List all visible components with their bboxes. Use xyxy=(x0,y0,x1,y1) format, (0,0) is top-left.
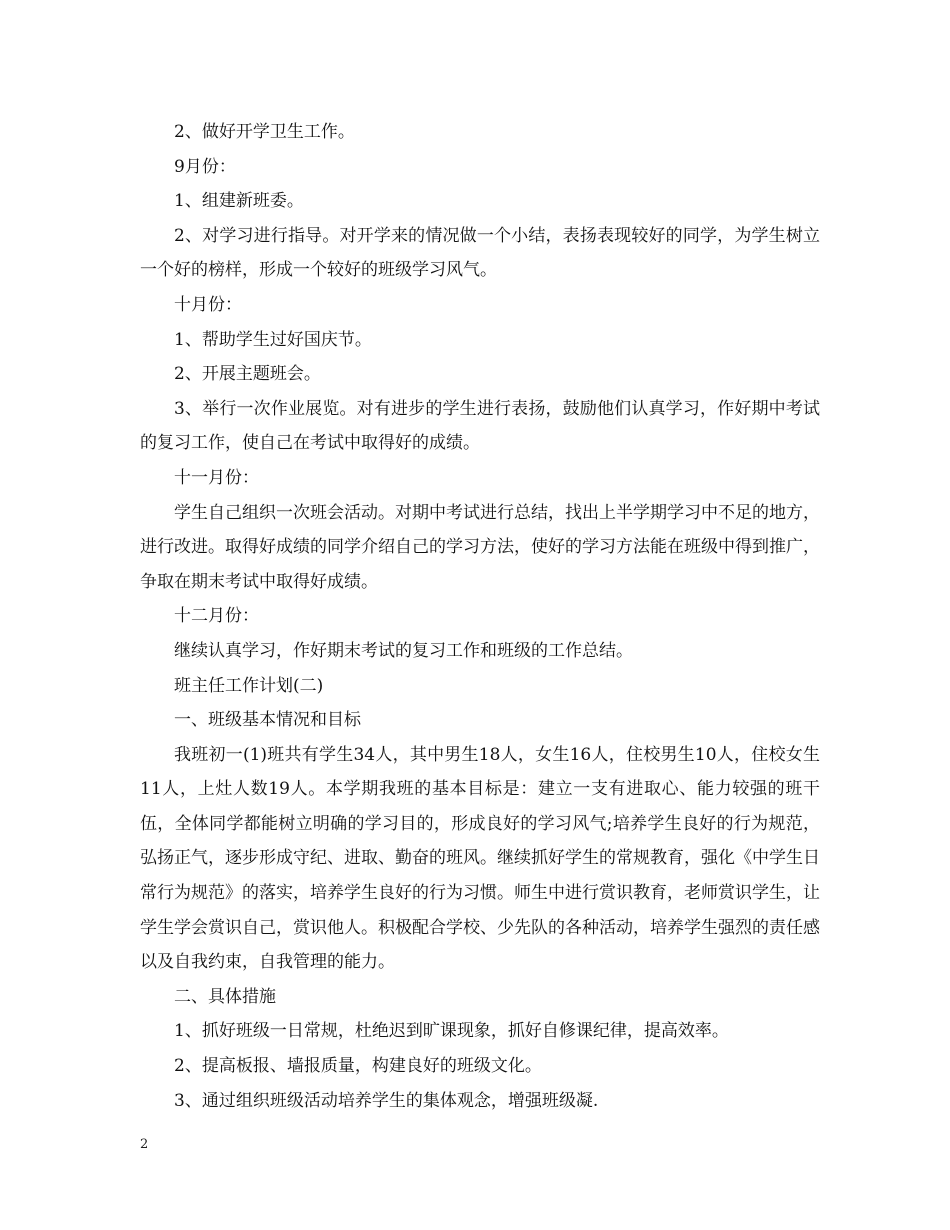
paragraph-7: 2、开展主题班会。 xyxy=(174,364,321,385)
paragraph-9: 十一月份： xyxy=(174,467,259,488)
paragraph-10: 学生自己组织一次班会活动。对期中考试进行总结，找出上半学期学习中不足的地方，进行改进。取得好成绩的同学介绍自己的学习方法，使好的学习方法能在班级中得到推广，争取在期末考试中取得好成绩。 xyxy=(140,502,820,592)
paragraph-14: 一、班级基本情况和目标 xyxy=(174,710,361,731)
paragraph-3: 1、组建新班委。 xyxy=(174,191,304,212)
paragraph-17: 1、抓好班级一日常规，杜绝迟到旷课现象，抓好自修课纪律，提高效率。 xyxy=(174,1021,729,1042)
paragraph-18: 2、提高板报、墙报质量，构建良好的班级文化。 xyxy=(174,1056,542,1077)
paragraph-2: 9月份： xyxy=(174,156,236,177)
paragraph-5: 十月份： xyxy=(174,294,242,315)
page-number: 2 xyxy=(140,1137,149,1152)
paragraph-8: 3、举行一次作业展览。对有进步的学生进行表扬，鼓励他们认真学习，作好期中考试的复习工作，使自己在考试中取得好的成绩。 xyxy=(140,398,820,454)
paragraph-19: 3、通过组织班级活动培养学生的集体观念，增强班级凝. xyxy=(174,1090,599,1111)
paragraph-16: 二、具体措施 xyxy=(174,986,276,1007)
paragraph-13: 班主任工作计划(二) xyxy=(174,675,324,696)
paragraph-11: 十二月份： xyxy=(174,606,259,627)
paragraph-6: 1、帮助学生过好国庆节。 xyxy=(174,329,372,350)
paragraph-15: 我班初一(1)班共有学生34人，其中男生18人，女生16人，住校男生10人，住校女生11人，上灶人数19人。本学期我班的基本目标是：建立一支有进取心、能力较强的班干伍，全体同学都能树立明确的学习目的，形成良好的学习风气;培养学生良好的行为规范，弘扬正气，逐步形成守纪、进取、勤奋的班风。继续抓好学生的常规教育，强化《中学生日常行为规范》的落实，培养学生良好的行为习惯。师生中进行赏识教育，老师赏识学生，让学生学会赏识自己，赏识他人。积极配合学校、少先队的各种活动，培养学生强烈的责任感以及自我约束，自我管理的能力。 xyxy=(140,744,820,973)
paragraph-4: 2、对学习进行指导。对开学来的情况做一个小结，表扬表现较好的同学，为学生树立一个好的榜样，形成一个较好的班级学习风气。 xyxy=(140,225,820,281)
paragraph-12: 继续认真学习，作好期末考试的复习工作和班级的工作总结。 xyxy=(174,640,633,661)
paragraph-1: 2、做好开学卫生工作。 xyxy=(174,122,355,142)
document-body xyxy=(140,115,820,1118)
